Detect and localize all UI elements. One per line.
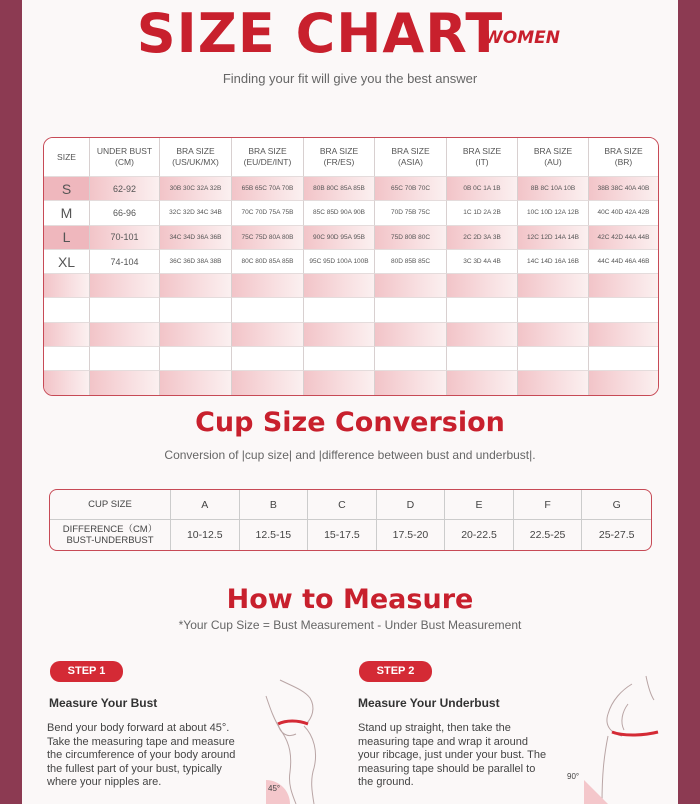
difference-label-line1: DIFFERENCE（CM） (62, 524, 158, 535)
underbust-cell: 62-92 (90, 177, 160, 201)
bra-size-cell: 10C 10D 12A 12B (518, 201, 589, 225)
step1-heading: Measure Your Bust (49, 696, 158, 710)
empty-cell (589, 274, 658, 298)
empty-cell (447, 347, 518, 371)
title-row (22, 2, 678, 65)
bra-size-cell: 42C 42D 44A 44B (589, 226, 658, 250)
cup-letter-cell: D (377, 490, 446, 520)
women-badge: WOMEN (484, 28, 560, 48)
empty-cell (447, 323, 518, 347)
empty-cell (44, 298, 90, 322)
size-table-header-cell (375, 138, 447, 177)
bra-size-cell: 75C 75D 80A 80B (232, 226, 304, 250)
empty-cell (160, 347, 232, 371)
size-table-header-cell (232, 138, 304, 177)
step1-line: Take the measuring tape and measure (47, 735, 235, 748)
cup-letter-cell: A (171, 490, 240, 520)
empty-cell (160, 323, 232, 347)
empty-cell (304, 274, 375, 298)
difference-cell: 10-12.5 (171, 520, 240, 550)
empty-row (44, 298, 658, 322)
size-cell: S (44, 177, 90, 201)
difference-cell: 15-17.5 (308, 520, 377, 550)
size-table-header-cell (44, 138, 90, 177)
underbust-cell: 70-101 (90, 226, 160, 250)
size-table-header-cell (589, 138, 658, 177)
page-title: SIZE CHART (136, 2, 504, 65)
empty-cell (518, 298, 589, 322)
bra-size-cell: 12C 12D 14A 14B (518, 226, 589, 250)
header-line: (BR) (614, 157, 633, 167)
bra-size-cell: 65C 70B 70C (375, 177, 447, 201)
size-row (44, 250, 658, 274)
header-line: (ASIA) (397, 157, 424, 167)
empty-cell (589, 298, 658, 322)
empty-cell (232, 274, 304, 298)
empty-cell (232, 347, 304, 371)
underbust-cell: 74-104 (90, 250, 160, 274)
empty-cell (589, 371, 658, 394)
empty-cell (160, 371, 232, 394)
size-row (44, 226, 658, 250)
bra-size-cell: 34C 34D 36A 36B (160, 226, 232, 250)
bra-size-cell: 38B 38C 40A 40B (589, 177, 658, 201)
underbust-cell: 66-96 (90, 201, 160, 225)
difference-cell: 22.5-25 (514, 520, 583, 550)
bra-size-cell: 1C 1D 2A 2B (447, 201, 518, 225)
empty-cell (44, 347, 90, 371)
difference-row (50, 520, 651, 550)
bra-size-cell: 95C 95D 100A 100B (304, 250, 375, 274)
header-line: UNDER BUST (96, 146, 153, 156)
size-cell: XL (44, 250, 90, 274)
bra-size-cell: 80C 80D 85A 85B (232, 250, 304, 274)
empty-row (44, 347, 658, 371)
size-row (44, 201, 658, 225)
empty-cell (160, 274, 232, 298)
cup-letter-cell: F (514, 490, 583, 520)
empty-cell (589, 323, 658, 347)
measure-formula: *Your Cup Size = Bust Measurement - Under Bust Measurement (178, 618, 522, 632)
step2-line: measuring tape and wrap it around (358, 735, 528, 748)
empty-cell (518, 274, 589, 298)
header-line: SIZE (57, 151, 76, 162)
size-table-header-cell (304, 138, 375, 177)
size-cell: M (44, 201, 90, 225)
bra-size-cell: 2C 2D 3A 3B (447, 226, 518, 250)
empty-cell (375, 298, 447, 322)
empty-cell (447, 274, 518, 298)
bra-size-cell: 36C 36D 38A 38B (160, 250, 232, 274)
header-line: BRA SIZE (391, 146, 430, 156)
empty-cell (304, 323, 375, 347)
header-line: (FR/ES) (323, 157, 355, 167)
empty-row (44, 274, 658, 298)
size-table (43, 137, 659, 396)
step2-line: your ribcage, just under your bust. The (358, 749, 547, 762)
size-table-header-cell (518, 138, 589, 177)
size-row (44, 177, 658, 201)
bent-figure-illustration (252, 676, 342, 804)
cup-size-row (50, 490, 651, 520)
difference-label-line2: BUST-UNDERBUST (66, 535, 154, 546)
bra-size-cell: 30B 30C 32A 32B (160, 177, 232, 201)
cup-letter-cell: C (308, 490, 377, 520)
step2-badge: STEP 2 (359, 661, 432, 682)
bra-size-cell: 70D 75B 75C (375, 201, 447, 225)
bra-size-cell: 80B 80C 85A 85B (304, 177, 375, 201)
step1-angle-label: 45° (268, 784, 281, 793)
measure-section-title: How to Measure (226, 584, 474, 615)
empty-cell (90, 347, 160, 371)
empty-cell (375, 371, 447, 394)
bra-size-cell: 90C 90D 95A 95B (304, 226, 375, 250)
empty-cell (589, 347, 658, 371)
step1-line: where your nipples are. (47, 776, 162, 789)
size-cell: L (44, 226, 90, 250)
header-line: (EU/DE/INT) (243, 157, 292, 167)
bra-size-cell: 44C 44D 46A 46B (589, 250, 658, 274)
step1-line: the circumference of your body around (47, 749, 236, 762)
bra-size-cell: 85C 85D 90A 90B (304, 201, 375, 225)
cup-letter-cell: G (582, 490, 651, 520)
empty-cell (232, 298, 304, 322)
header-line: BRA SIZE (533, 146, 573, 156)
step2-line: Stand up straight, then take the (358, 722, 511, 734)
cup-letter-cell: B (240, 490, 309, 520)
header-line: (CM) (115, 157, 134, 167)
empty-row (44, 371, 658, 394)
empty-cell (447, 298, 518, 322)
empty-cell (518, 323, 589, 347)
difference-cell: 20-22.5 (445, 520, 514, 550)
bra-size-cell: 40C 40D 42A 42B (589, 201, 658, 225)
step1-badge: STEP 1 (50, 661, 123, 682)
header-line: BRA SIZE (248, 146, 287, 156)
header-line: BRA SIZE (176, 146, 215, 156)
bra-size-cell: 8B 8C 10A 10B (518, 177, 589, 201)
page-subtitle: Finding your fit will give you the best answer (222, 71, 478, 86)
header-line: (US/UK/MX) (172, 157, 219, 167)
empty-cell (90, 371, 160, 394)
difference-label (50, 520, 171, 550)
empty-cell (518, 371, 589, 394)
header-line: BRA SIZE (604, 146, 643, 156)
difference-cell: 17.5-20 (377, 520, 446, 550)
standing-figure-illustration (562, 670, 662, 804)
cup-section-subtitle: Conversion of |cup size| and |difference between bust and underbust|. (164, 448, 536, 462)
empty-cell (160, 298, 232, 322)
empty-cell (90, 274, 160, 298)
header-line: (AU) (544, 157, 562, 167)
size-table-header-cell (90, 138, 160, 177)
bra-size-cell: 75D 80B 80C (375, 226, 447, 250)
empty-cell (232, 323, 304, 347)
step1-line: the fullest part of your bust, typically (47, 762, 222, 775)
cup-letter-cell: E (445, 490, 514, 520)
empty-cell (447, 371, 518, 394)
step2-angle-label: 90° (567, 772, 580, 781)
empty-cell (375, 323, 447, 347)
bra-size-cell: 65B 65C 70A 70B (232, 177, 304, 201)
empty-cell (304, 298, 375, 322)
bra-size-cell: 3C 3D 4A 4B (447, 250, 518, 274)
empty-row (44, 323, 658, 347)
size-table-header-cell (447, 138, 518, 177)
cup-section-title: Cup Size Conversion (195, 407, 505, 438)
empty-cell (232, 371, 304, 394)
bra-size-cell: 0B 0C 1A 1B (447, 177, 518, 201)
empty-cell (44, 323, 90, 347)
bra-size-cell: 14C 14D 16A 16B (518, 250, 589, 274)
header-line: BRA SIZE (462, 146, 502, 156)
empty-cell (90, 298, 160, 322)
empty-cell (304, 347, 375, 371)
bra-size-cell: 80D 85B 85C (375, 250, 447, 274)
empty-cell (44, 274, 90, 298)
bra-size-cell: 32C 32D 34C 34B (160, 201, 232, 225)
size-table-header (44, 138, 658, 177)
step2-line: measuring tape should be parallel to (358, 762, 536, 775)
empty-cell (375, 274, 447, 298)
step2-text (358, 722, 551, 790)
size-chart-page (22, 0, 678, 804)
difference-cell: 25-27.5 (598, 529, 635, 541)
empty-cell (304, 371, 375, 394)
empty-cell (44, 371, 90, 394)
cup-table (49, 489, 652, 551)
size-table-header-cell (160, 138, 232, 177)
empty-cell (90, 323, 160, 347)
step2-line: the ground. (358, 776, 414, 789)
step1-text (47, 722, 272, 790)
empty-cell (375, 347, 447, 371)
header-line: (IT) (475, 157, 489, 167)
header-line: BRA SIZE (319, 146, 359, 156)
cup-size-label: CUP SIZE (50, 490, 171, 520)
difference-cell: 12.5-15 (240, 520, 309, 550)
step2-heading: Measure Your Underbust (358, 696, 500, 710)
empty-cell (518, 347, 589, 371)
step1-line: Bend your body forward at about 45°. (47, 722, 230, 734)
bra-size-cell: 70C 70D 75A 75B (232, 201, 304, 225)
